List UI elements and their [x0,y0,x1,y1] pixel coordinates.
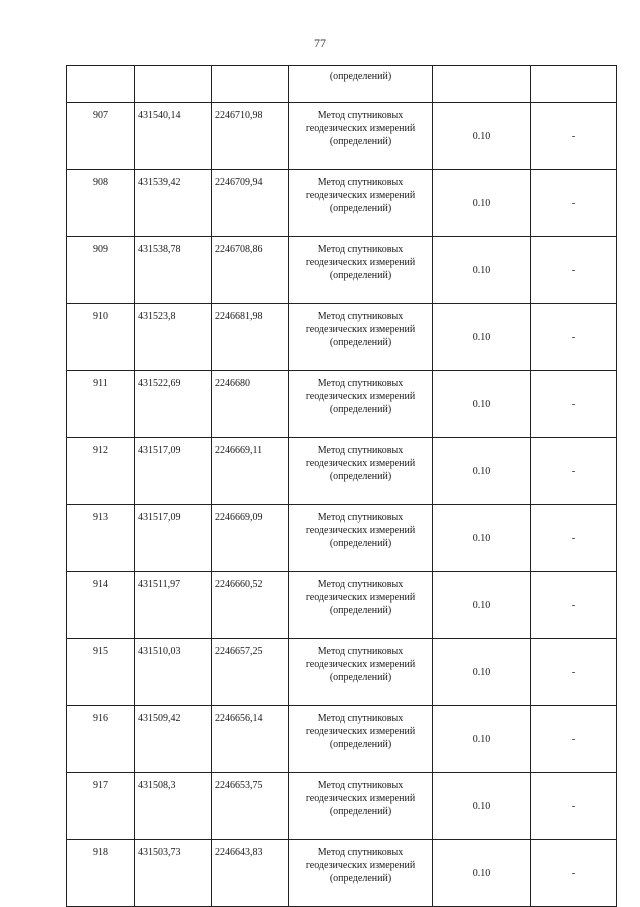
cell-note [531,66,617,103]
cell-precision: 0.10 [433,103,531,170]
method-line: геодезических измерений [305,324,416,335]
method-line: (определений) [329,404,392,415]
cell-num: 909 [67,237,135,304]
cell-x: 431539,42 [135,170,212,237]
cell-note: - [531,438,617,505]
method-line: геодезических измерений [305,391,416,402]
cell-num: 915 [67,639,135,706]
cell-num: 912 [67,438,135,505]
cell-precision: 0.10 [433,572,531,639]
cell-method [289,371,433,438]
method-line: (определений) [329,136,392,147]
coordinates-table [66,65,617,907]
method-line: геодезических измерений [305,190,416,201]
cell-x: 431522,69 [135,371,212,438]
method-line: геодезических измерений [305,726,416,737]
cell-num: 913 [67,505,135,572]
table-row [67,572,617,639]
table-row-continuation [67,66,617,103]
table-body [67,66,617,907]
cell-note: - [531,706,617,773]
method-line: (определений) [329,672,392,683]
method-line: Метод спутниковых [317,177,404,188]
method-line: (определений) [329,337,392,348]
method-line: Метод спутниковых [317,378,404,389]
cell-num: 916 [67,706,135,773]
cell-x: 431503,73 [135,840,212,907]
cell-precision [433,66,531,103]
method-line: Метод спутниковых [317,445,404,456]
table-row [67,840,617,907]
cell-precision: 0.10 [433,170,531,237]
cell-precision: 0.10 [433,371,531,438]
table-row [67,773,617,840]
cell-precision: 0.10 [433,438,531,505]
table-row [67,103,617,170]
method-line: геодезических измерений [305,860,416,871]
cell-note: - [531,572,617,639]
cell-precision: 0.10 [433,840,531,907]
cell-note: - [531,639,617,706]
cell-method [289,639,433,706]
cell-x: 431509,42 [135,706,212,773]
method-line: (определений) [329,806,392,817]
cell-precision: 0.10 [433,505,531,572]
cell-y: 2246669,11 [212,438,289,505]
cell-method [289,170,433,237]
cell-y: 2246708,86 [212,237,289,304]
method-line: геодезических измерений [305,123,416,134]
method-line: Метод спутниковых [317,579,404,590]
cell-method [289,706,433,773]
cell-note: - [531,840,617,907]
cell-y: 2246681,98 [212,304,289,371]
table-row [67,639,617,706]
method-line: (определений) [329,538,392,549]
cell-y: 2246656,14 [212,706,289,773]
method-line: (определений) [329,471,392,482]
cell-x: 431517,09 [135,438,212,505]
cell-method [289,304,433,371]
cell-x: 431511,97 [135,572,212,639]
cell-note: - [531,304,617,371]
cell-x: 431540,14 [135,103,212,170]
cell-x: 431508,3 [135,773,212,840]
cell-y: 2246710,98 [212,103,289,170]
method-line: Метод спутниковых [317,847,404,858]
method-line: (определений) [329,605,392,616]
cell-y [212,66,289,103]
method-line: геодезических измерений [305,257,416,268]
method-line: геодезических измерений [305,458,416,469]
cell-note: - [531,237,617,304]
cell-y: 2246669,09 [212,505,289,572]
cell-precision: 0.10 [433,304,531,371]
cell-method [289,438,433,505]
method-line: Метод спутниковых [317,244,404,255]
table-row [67,505,617,572]
cell-note: - [531,371,617,438]
cell-num [67,66,135,103]
cell-x: 431538,78 [135,237,212,304]
cell-num: 910 [67,304,135,371]
method-line: геодезических измерений [305,592,416,603]
cell-y: 2246643,83 [212,840,289,907]
cell-x: 431517,09 [135,505,212,572]
cell-y: 2246653,75 [212,773,289,840]
cell-y: 2246680 [212,371,289,438]
method-line: Метод спутниковых [317,512,404,523]
cell-note: - [531,773,617,840]
table-row [67,304,617,371]
cell-method [289,572,433,639]
cell-x [135,66,212,103]
cell-precision: 0.10 [433,237,531,304]
cell-precision: 0.10 [433,773,531,840]
table-row [67,237,617,304]
cell-y: 2246657,25 [212,639,289,706]
cell-num: 907 [67,103,135,170]
method-line: Метод спутниковых [317,110,404,121]
cell-note: - [531,505,617,572]
method-line: Метод спутниковых [317,311,404,322]
method-line: (определений) [329,739,392,750]
cell-num: 914 [67,572,135,639]
cell-y: 2246660,52 [212,572,289,639]
table-row [67,371,617,438]
cell-method [289,773,433,840]
cell-method [289,840,433,907]
page-number: 77 [314,36,326,50]
method-line: (определений) [329,270,392,281]
method-line: геодезических измерений [305,793,416,804]
method-line: (определений) [329,203,392,214]
cell-num: 917 [67,773,135,840]
method-line: (определений) [329,873,392,884]
method-line: Метод спутниковых [317,780,404,791]
cell-num: 918 [67,840,135,907]
method-line: геодезических измерений [305,525,416,536]
cell-note: - [531,103,617,170]
table-row [67,438,617,505]
cell-num: 908 [67,170,135,237]
method-line: Метод спутниковых [317,713,404,724]
cell-method [289,103,433,170]
method-line: Метод спутниковых [317,646,404,657]
cell-precision: 0.10 [433,639,531,706]
table-row [67,170,617,237]
cell-note: - [531,170,617,237]
cell-x: 431510,03 [135,639,212,706]
cell-method [289,505,433,572]
cell-y: 2246709,94 [212,170,289,237]
cell-precision: 0.10 [433,706,531,773]
cell-x: 431523,8 [135,304,212,371]
cell-method [289,237,433,304]
cell-method: (определений) [289,66,433,103]
method-line: геодезических измерений [305,659,416,670]
table-row [67,706,617,773]
cell-num: 911 [67,371,135,438]
